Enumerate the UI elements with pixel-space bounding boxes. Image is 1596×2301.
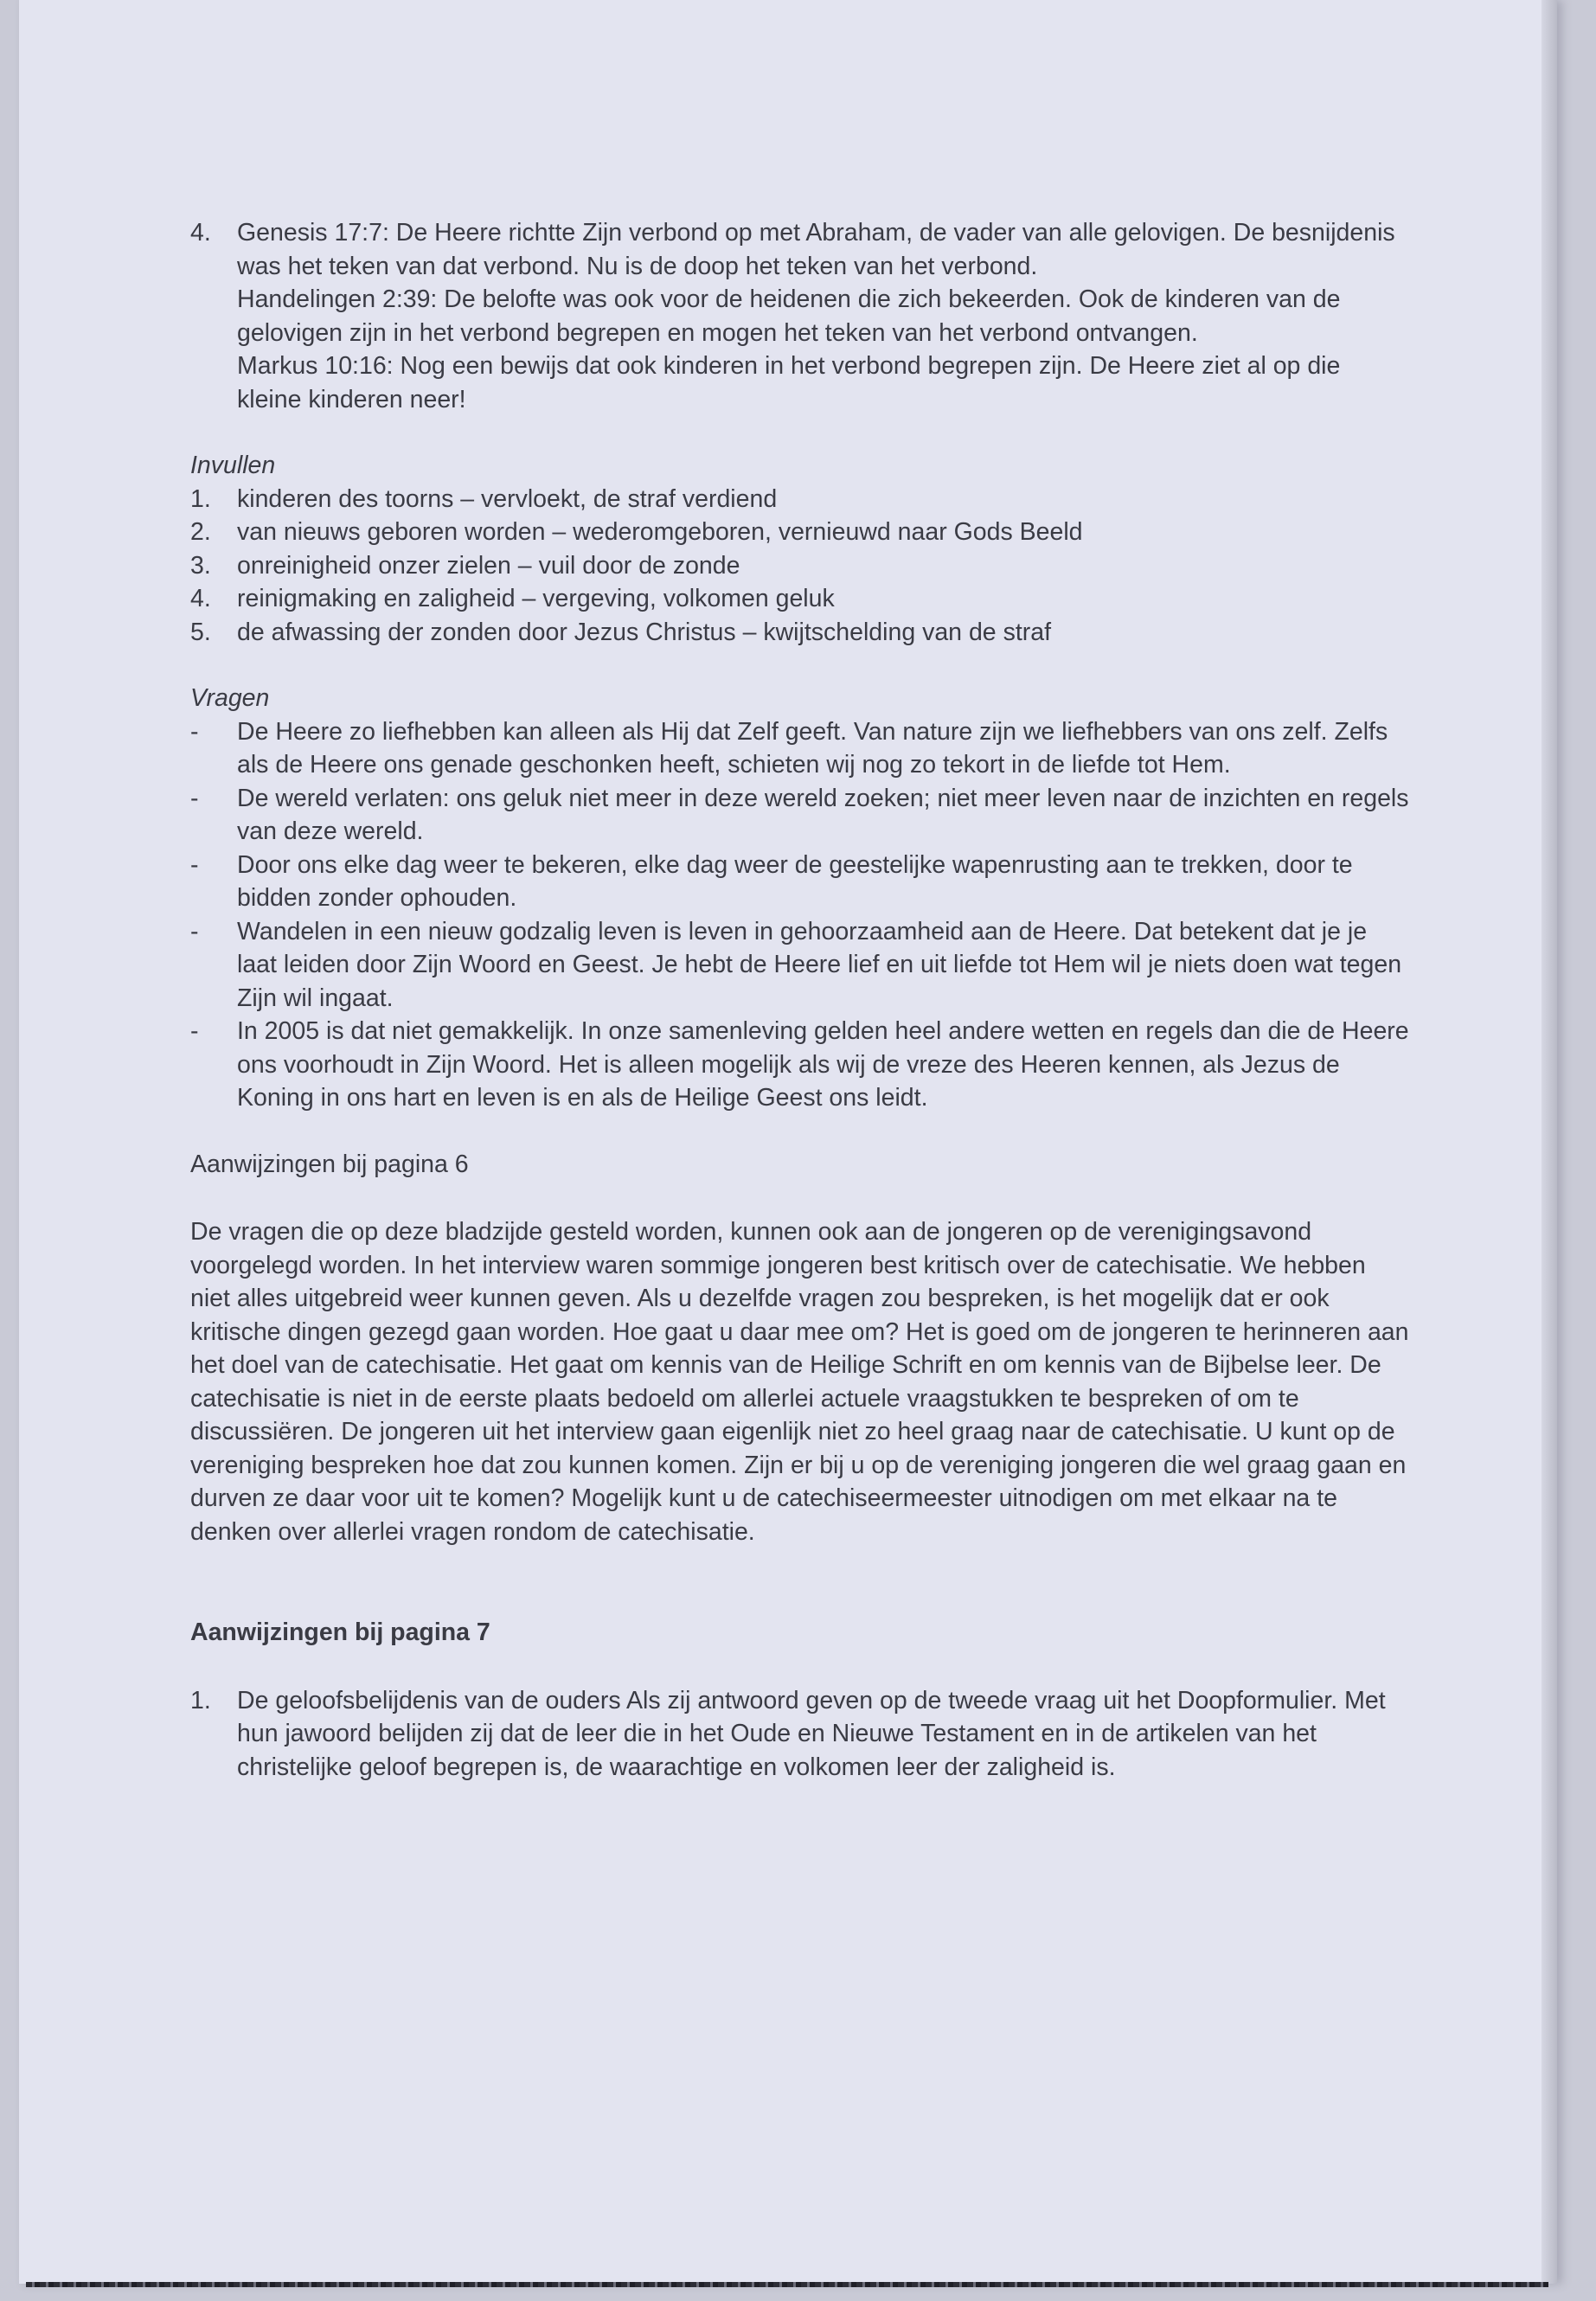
page-content (190, 216, 1410, 1784)
list-item: 3. onreinigheid onzer zielen – vuil door de zonde (190, 551, 740, 580)
item-number: 4. (190, 219, 211, 247)
list-item: 1. kinderen des toorns – vervloekt, de straf verdiend (190, 484, 778, 513)
list-item: - In 2005 is dat niet gemakkelijk. In onze samenleving gelden heel andere wetten en regels dan die de Heere ons voorhoudt in Zijn Woord. Het is alleen mogelijk als wij de vreze des Heeren kennen, als Jezus de Koning in ons hart en leven is en als de Heilige Geest ons leidt. (190, 1017, 1409, 1112)
list-item: - De wereld verlaten: ons geluk niet meer in deze wereld zoeken; niet meer leven naar de inzichten en regels van deze wereld. (190, 784, 1409, 845)
pagina6-paragraph: De vragen die op deze bladzijde gesteld worden, kunnen ook aan de jongeren op de verenigingsavond voorgelegd worden. In het interview waren sommige jongeren best kritisch over de catechisatie. We hebben niet alles uitgebreid weer kunnen geven. Als u dezelfde vragen zou bespreken, is het mogelijk dat er ook kritische dingen gezegd gaan worden. Hoe gaat u daar mee om? Het is goed om de jongeren te herinneren aan het doel van de catechisatie. Het gaat om kennis van de Heilige Schrift en om kennis van de Bijbelse leer. De catechisatie is niet in de eerste plaats bedoeld om allerlei actuele vraagstukken te bespreken of om te discussiëren. De jongeren uit het interview gaan eigenlijk niet zo heel graag naar de catechisatie. U kunt op de vereniging bespreken hoe dat zou kunnen komen. Zijn er bij u op de vereniging jongeren die wel graag gaan en durven ze daar voor uit te komen? Mogelijk kunt u de catechiseermeester uitnodigen om met elkaar na te denken over allerlei vragen rondom de catechisatie. (190, 1218, 1409, 1546)
list-item: 4. reinigmaking en zaligheid – vergeving, volkomen geluk (190, 585, 835, 612)
vragen-list (190, 715, 1410, 1115)
list-item: - De Heere zo liefhebben kan alleen als Hij dat Zelf geeft. Van nature zijn we liefhebbers van ons zelf. Zelfs als de Heere ons genade geschonken heeft, schieten wij nog zo tekort in de liefde tot Hem. (190, 717, 1388, 779)
answer-item-4 (190, 216, 1410, 416)
list-item: - Door ons elke dag weer te bekeren, elke dag weer de geestelijke wapenrusting aan te trekken, door te bidden zonder ophouden. (190, 850, 1353, 912)
list-item: - Wandelen in een nieuw godzalig leven is leven in gehoorzaamheid aan de Heere. Dat betekent dat je je laat leiden door Zijn Woord en Geest. Je hebt de Heere lief en uit liefde tot Hem wil je niets doen wat tegen Zijn wil ingaat. (190, 917, 1402, 1012)
pagina6-heading: Aanwijzingen bij pagina 6 (190, 1150, 469, 1178)
page-edge (1542, 0, 1557, 2284)
handelingen-paragraph: Handelingen 2:39: De belofte was ook voor de heidenen die zich bekeerden. Ook de kinderen van de gelovigen zijn in het verbond begrepen en mogen het teken van het verbond ontvangen. (237, 285, 1341, 347)
invullen-heading: Invullen (190, 452, 276, 479)
scan-edge-strip (26, 2282, 1548, 2287)
invullen-list (190, 483, 1410, 650)
document-page (19, 0, 1557, 2284)
markus-paragraph: Markus 10:16: Nog een bewijs dat ook kinderen in het verbond begrepen zijn. De Heere ziet al op die kleine kinderen neer! (237, 352, 1341, 413)
list-item: 2. van nieuws geboren worden – wederomgeboren, vernieuwd naar Gods Beeld (190, 518, 1083, 546)
genesis-paragraph: Genesis 17:7: De Heere richtte Zijn verbond op met Abraham, de vader van alle gelovigen. De besnijdenis was het teken van dat verbond. Nu is de doop het teken van het verbond. (237, 219, 1395, 280)
list-item: 5. de afwassing der zonden door Jezus Christus – kwijtschelding van de straf (190, 618, 1052, 646)
pagina7-heading: Aanwijzingen bij pagina 7 (190, 1618, 490, 1646)
vragen-heading: Vragen (190, 684, 270, 712)
list-item: 1. De geloofsbelijdenis van de ouders Als zij antwoord geven op de tweede vraag uit het Doopformulier. Met hun jawoord belijden zij dat de leer die in het Oude en Nieuwe Testament en in de artikelen van het christelijke geloof begrepen is, de waarachtige en volkomen leer der zaligheid is. (190, 1686, 1386, 1781)
